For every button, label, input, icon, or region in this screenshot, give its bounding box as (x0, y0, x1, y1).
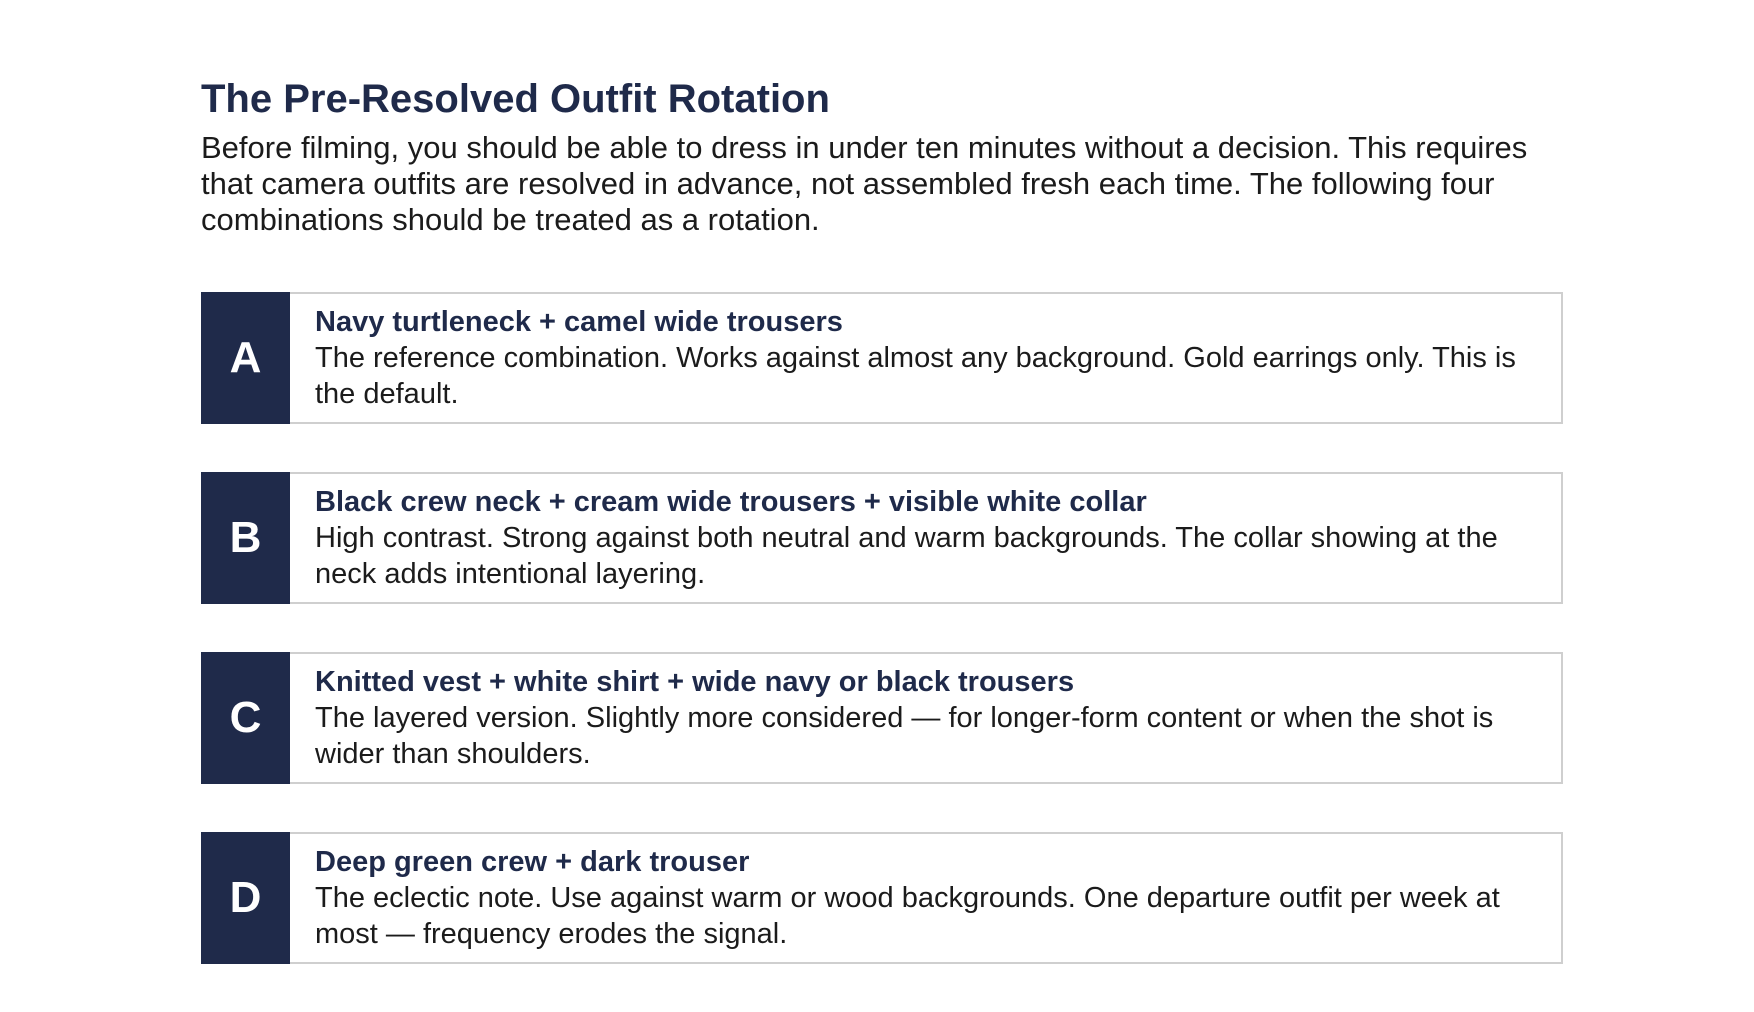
outfit-description: High contrast. Strong against both neutral and warm backgrounds. The collar showing at the neck adds intentional layering. (315, 522, 1498, 590)
outfit-card-b (201, 472, 1563, 604)
outfit-letter-badge: C (201, 652, 290, 784)
outfit-body (290, 294, 1561, 422)
outfit-letter-badge: D (201, 832, 290, 964)
outfit-body (290, 834, 1561, 962)
outfit-list (201, 292, 1563, 964)
outfit-title: Knitted vest + white shirt + wide navy or black trousers (315, 666, 1075, 698)
page-title: The Pre-Resolved Outfit Rotation (201, 77, 830, 121)
outfit-description: The reference combination. Works against almost any background. Gold earrings only. This is the default. (315, 342, 1516, 410)
document-page (201, 74, 1563, 1012)
outfit-description: The layered version. Slightly more considered — for longer-form content or when the shot is wider than shoulders. (315, 702, 1494, 770)
outfit-description: The eclectic note. Use against warm or wood backgrounds. One departure outfit per week at most — frequency erodes the signal. (315, 882, 1500, 950)
outfit-title: Deep green crew + dark trouser (315, 846, 750, 878)
outfit-card-a (201, 292, 1563, 424)
intro-paragraph: Before filming, you should be able to dress in under ten minutes without a decision. This requires that camera outfits are resolved in advance, not assembled fresh each time. The following four combinations should be treated as a rotation. (201, 130, 1528, 237)
outfit-letter-badge: B (201, 472, 290, 604)
outfit-letter-badge: A (201, 292, 290, 424)
outfit-title: Navy turtleneck + camel wide trousers (315, 306, 843, 338)
outfit-card-c (201, 652, 1563, 784)
outfit-body (290, 474, 1561, 602)
outfit-card-d (201, 832, 1563, 964)
outfit-title: Black crew neck + cream wide trousers + visible white collar (315, 486, 1147, 518)
outfit-body (290, 654, 1561, 782)
